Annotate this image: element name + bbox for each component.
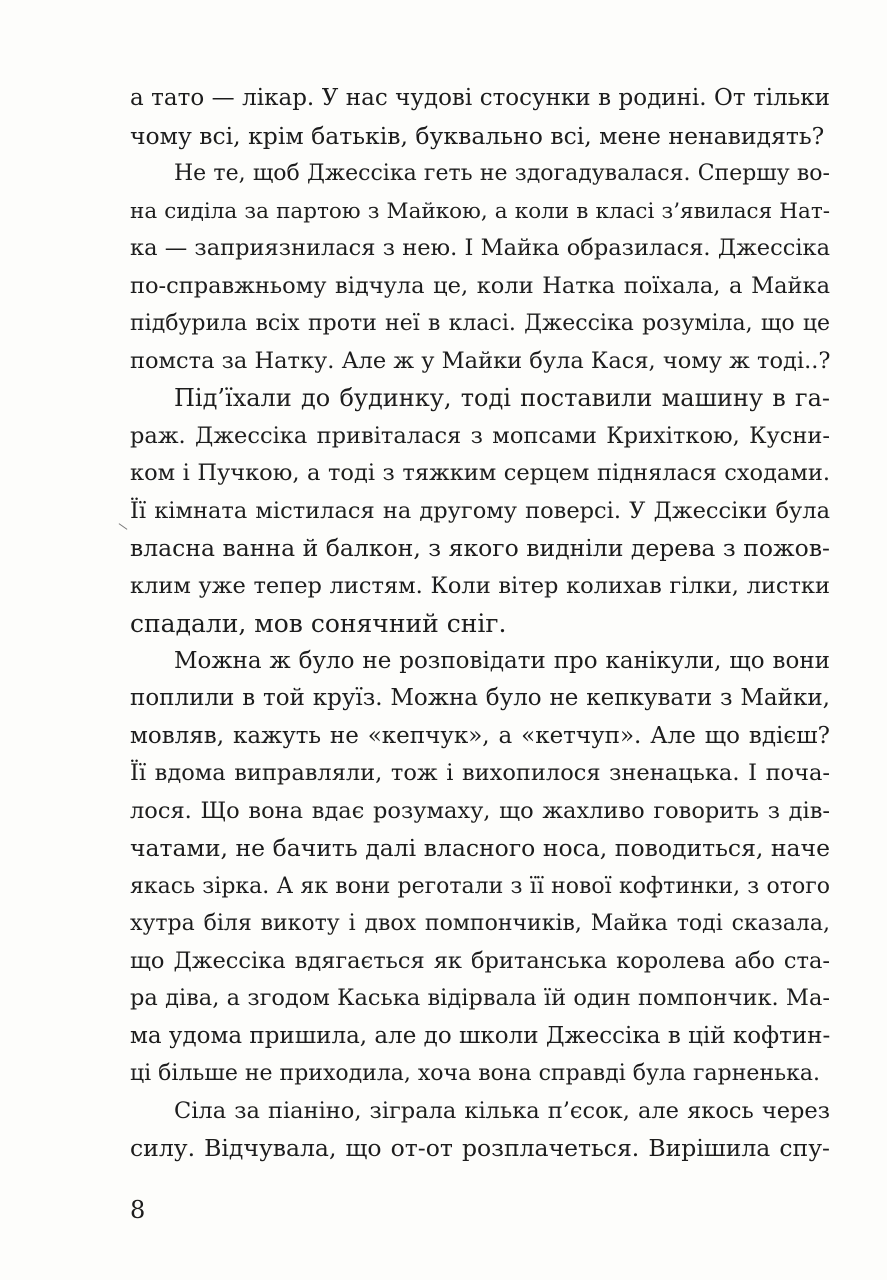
text-line: по-справжньому відчула це, коли Натка поїхала, а Майка (130, 272, 830, 299)
text-line: Не те, щоб Джессіка геть не здогадувалася. Спершу во- (174, 161, 830, 186)
text-line: що Джессіка вдягається як британська королева або ста- (130, 947, 830, 974)
text-line: поплили в той круїз. Можна було не кепкувати з Майки, (130, 685, 830, 711)
text-line: раж. Джессіка привіталася з мопсами Крихіткою, Кусни- (130, 422, 830, 449)
text-line: лося. Що вона вдає розумаху, що жахливо говорить з дів- (130, 797, 830, 824)
text-line: спадали, мов сонячний сніг. (130, 609, 507, 638)
text-line: якась зірка. А як вони реготали з її нової кофтинки, з отого (130, 873, 830, 899)
text-line: мовляв, кажуть не «кепчук», а «кетчуп». Але що вдієш? (130, 722, 830, 749)
text-line: Можна ж було не розповідати про канікули, що вони (174, 647, 830, 674)
text-line: ка — заприязнилася з нею. І Майка образилася. Джессіка (130, 235, 830, 261)
text-line: ра діва, а згодом Каська відірвала їй один помпончик. Ма- (130, 985, 830, 1011)
body-text (130, 80, 830, 1168)
text-line: чатами, не бачить далі власного носа, поводиться, наче (130, 834, 830, 862)
text-line: ком і Пучкою, а тоді з тяжким серцем піднялася сходами. (130, 460, 830, 486)
text-line: підбурила всіх проти неї в класі. Джессіка розуміла, що це (130, 311, 830, 336)
text-line: чому всі, крім батьків, буквально всі, мене ненавидять? (130, 121, 825, 150)
text-line: ма удома пришила, але до школи Джессіка в цій кофтин- (130, 1022, 831, 1049)
text-line: власна ванна й балкон, з якого видніли дерева з пожов- (130, 534, 830, 562)
text-line: Під’їхали до будинку, тоді поставили машину в га- (174, 384, 830, 412)
text-line: Її вдома виправляли, тож і вихопилося зненацька. І поча- (130, 760, 830, 786)
text-line: помста за Натку. Але ж у Майки була Кася, чому ж тоді..? (130, 347, 831, 374)
text-line: клим уже тепер листям. Коли вітер колихав гілки, листки (130, 572, 830, 599)
text-line: хутра біля викоту і двох помпончиків, Майка тоді сказала, (130, 911, 830, 936)
text-line: силу. Відчувала, що от-от розплачеться. Вирішила спу- (130, 1134, 830, 1162)
text-line: на сиділа за партою з Майкою, а коли в класі з’явилася Нат- (130, 198, 830, 224)
text-line: а тато — лікар. У нас чудові стосунки в родині. От тільки (130, 85, 830, 111)
text-line: Її кімната містилася на другому поверсі. У Джессіки була (130, 497, 830, 524)
text-line: Сіла за піаніно, зіграла кілька п’єсок, але якось через (174, 1097, 830, 1124)
page-number: 8 (130, 1196, 146, 1224)
text-line: ці більше не приходила, хоча вона справді була гарненька. (130, 1061, 820, 1086)
scan-mark (119, 523, 128, 530)
